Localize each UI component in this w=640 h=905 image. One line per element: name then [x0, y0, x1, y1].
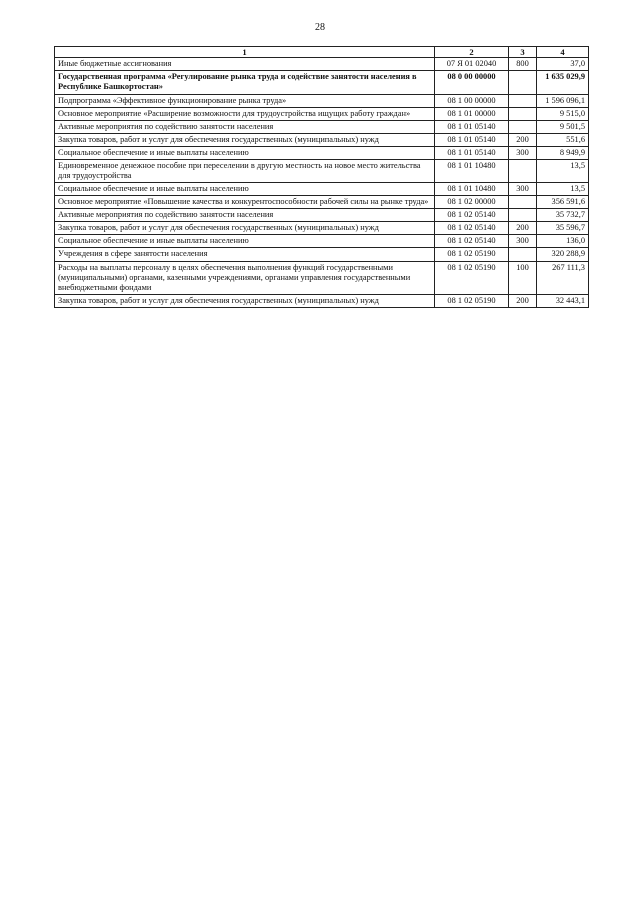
row-name-cell: Закупка товаров, работ и услуг для обеспечения государственных (муниципальных) нужд: [55, 133, 435, 146]
row-code-cell: 08 1 02 00000: [435, 196, 509, 209]
table-row: [55, 196, 589, 209]
row-name-cell: Иные бюджетные ассигнования: [55, 58, 435, 71]
row-code-cell: 08 1 02 05140: [435, 222, 509, 235]
row-amount-cell: 551,6: [537, 133, 589, 146]
table-row: [55, 248, 589, 261]
table-row: [55, 94, 589, 107]
header-col-1: 1: [55, 47, 435, 58]
row-code-cell: 08 1 01 10480: [435, 183, 509, 196]
row-code-cell: 08 1 01 05140: [435, 120, 509, 133]
row-type-cell: [509, 120, 537, 133]
row-amount-cell: 35 732,7: [537, 209, 589, 222]
table-row: [55, 71, 589, 94]
table-row: [55, 146, 589, 159]
table-row: [55, 120, 589, 133]
row-amount-cell: 1 596 096,1: [537, 94, 589, 107]
row-name-cell: Государственная программа «Регулирование рынка труда и содействие занятости населения в Республике Башкортостан»: [55, 71, 435, 94]
table-header-row: [55, 47, 589, 58]
row-code-cell: 08 0 00 00000: [435, 71, 509, 94]
table-row: [55, 107, 589, 120]
row-code-cell: 08 1 01 05140: [435, 146, 509, 159]
table-body: [55, 58, 589, 308]
row-name-cell: Социальное обеспечение и иные выплаты населению: [55, 183, 435, 196]
row-type-cell: [509, 94, 537, 107]
row-name-cell: Подпрограмма «Эффективное функционирование рынка труда»: [55, 94, 435, 107]
row-code-cell: 08 1 02 05190: [435, 248, 509, 261]
row-amount-cell: 356 591,6: [537, 196, 589, 209]
row-type-cell: [509, 71, 537, 94]
row-amount-cell: 320 288,9: [537, 248, 589, 261]
row-code-cell: 07 Я 01 02040: [435, 58, 509, 71]
row-type-cell: 200: [509, 222, 537, 235]
table-row: [55, 261, 589, 294]
row-amount-cell: 9 515,0: [537, 107, 589, 120]
table-row: [55, 133, 589, 146]
row-amount-cell: 267 111,3: [537, 261, 589, 294]
row-type-cell: 100: [509, 261, 537, 294]
row-amount-cell: 8 949,9: [537, 146, 589, 159]
row-name-cell: Закупка товаров, работ и услуг для обеспечения государственных (муниципальных) нужд: [55, 222, 435, 235]
header-col-2: 2: [435, 47, 509, 58]
row-type-cell: 200: [509, 133, 537, 146]
row-code-cell: 08 1 02 05140: [435, 235, 509, 248]
row-type-cell: [509, 209, 537, 222]
row-name-cell: Основное мероприятие «Расширение возможности для трудоустройства ищущих работу граждан»: [55, 107, 435, 120]
row-type-cell: [509, 248, 537, 261]
page-number: 28: [315, 22, 325, 33]
row-name-cell: Социальное обеспечение и иные выплаты населению: [55, 146, 435, 159]
row-name-cell: Учреждения в сфере занятости населения: [55, 248, 435, 261]
table-row: [55, 235, 589, 248]
row-amount-cell: 13,5: [537, 159, 589, 182]
row-name-cell: Единовременное денежное пособие при переселении в другую местность на новое место жительства для трудоустройства: [55, 159, 435, 182]
row-name-cell: Основное мероприятие «Повышение качества и конкурентоспособности рабочей силы на рынке труда»: [55, 196, 435, 209]
table-row: [55, 159, 589, 182]
table-row: [55, 58, 589, 71]
row-code-cell: 08 1 02 05140: [435, 209, 509, 222]
table-row: [55, 222, 589, 235]
row-type-cell: 800: [509, 58, 537, 71]
row-name-cell: Социальное обеспечение и иные выплаты населению: [55, 235, 435, 248]
row-amount-cell: 136,0: [537, 235, 589, 248]
row-type-cell: [509, 159, 537, 182]
row-code-cell: 08 1 02 05190: [435, 261, 509, 294]
header-col-3: 3: [509, 47, 537, 58]
row-type-cell: 300: [509, 146, 537, 159]
row-amount-cell: 13,5: [537, 183, 589, 196]
row-amount-cell: 32 443,1: [537, 294, 589, 307]
row-amount-cell: 37,0: [537, 58, 589, 71]
row-code-cell: 08 1 01 05140: [435, 133, 509, 146]
row-amount-cell: 1 635 029,9: [537, 71, 589, 94]
row-amount-cell: 9 501,5: [537, 120, 589, 133]
row-code-cell: 08 1 01 00000: [435, 107, 509, 120]
row-type-cell: 300: [509, 183, 537, 196]
row-code-cell: 08 1 01 10480: [435, 159, 509, 182]
row-type-cell: 200: [509, 294, 537, 307]
row-code-cell: 08 1 02 05190: [435, 294, 509, 307]
row-type-cell: 300: [509, 235, 537, 248]
row-amount-cell: 35 596,7: [537, 222, 589, 235]
row-name-cell: Активные мероприятия по содействию занятости населения: [55, 209, 435, 222]
table-row: [55, 294, 589, 307]
row-name-cell: Активные мероприятия по содействию занятости населения: [55, 120, 435, 133]
header-col-4: 4: [537, 47, 589, 58]
table-row: [55, 209, 589, 222]
budget-table: [54, 46, 589, 308]
table-row: [55, 183, 589, 196]
row-code-cell: 08 1 00 00000: [435, 94, 509, 107]
row-type-cell: [509, 196, 537, 209]
row-name-cell: Расходы на выплаты персоналу в целях обеспечения выполнения функций государственными (муниципальными) органами, казенными учреждениями, органами управления государственными внебюджетными фондами: [55, 261, 435, 294]
row-name-cell: Закупка товаров, работ и услуг для обеспечения государственных (муниципальных) нужд: [55, 294, 435, 307]
row-type-cell: [509, 107, 537, 120]
